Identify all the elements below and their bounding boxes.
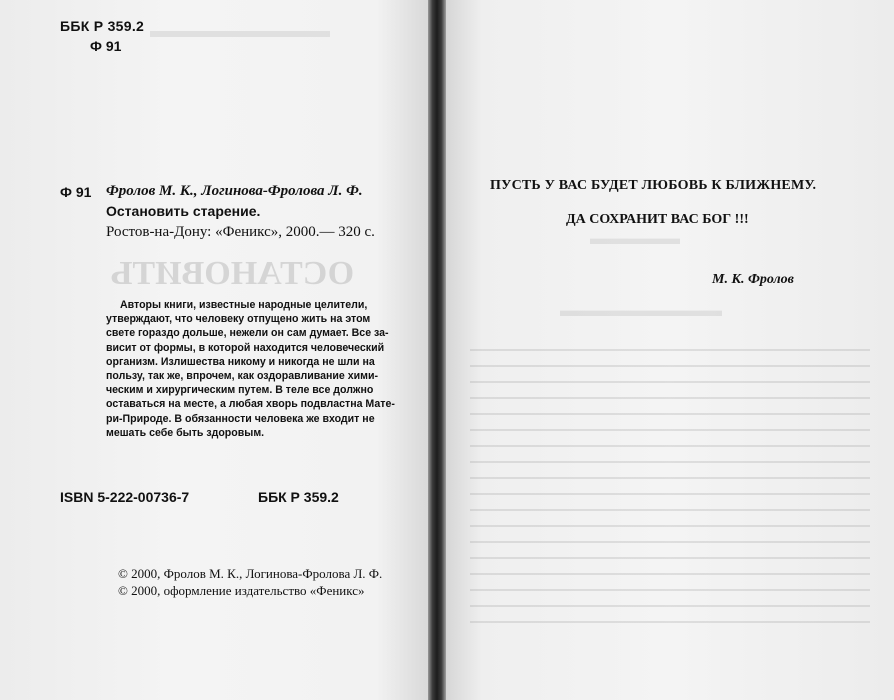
bleed-through-right-1: ▬▬▬▬▬ [590, 228, 680, 248]
book-gutter [428, 0, 446, 700]
copyright-publisher: © 2000, оформление издательство «Феникс» [118, 583, 365, 598]
abstract-line: висит от формы, в которой находится человеческий [106, 341, 385, 354]
bleed-through-right-2: ▬▬▬▬▬▬▬▬▬ [560, 300, 722, 320]
book-abstract [106, 298, 395, 440]
author-sign-top: Ф 91 [90, 38, 122, 54]
abstract-line: организм. Излишества никому и никогда не шли на [106, 355, 375, 368]
bleed-through-header: ▬▬▬▬▬▬▬▬▬ [150, 20, 330, 42]
abstract-line: ческим и хирургическим путем. В теле все должно [106, 384, 374, 397]
bbk-code-top: ББК Р 359.2 [60, 18, 145, 34]
abstract-line: Авторы книги, известные народные целители, [120, 299, 368, 311]
author-sign: Ф 91 [60, 184, 92, 200]
publication-imprint: Ростов-на-Дону: «Феникс», 2000.— 320 с. [106, 224, 375, 240]
bbk-code-bottom: ББК Р 359.2 [258, 489, 339, 505]
blessing-line: ДА СОХРАНИТ ВАС БОГ !!! [566, 212, 749, 227]
abstract-line: свете гораздо дольше, нежели он сам думает. Все за- [106, 327, 389, 340]
abstract-line: оставаться на месте, а любая хворь подвластна Мате- [106, 398, 395, 411]
abstract-line: утверждают, что человеку отпущено жить на этом [106, 313, 371, 326]
book-title: Остановить старение. [106, 203, 261, 219]
abstract-line: пользу, так же, впрочем, как оздоравливание хими- [106, 370, 379, 383]
dedication-line: ПУСТЬ У ВАС БУДЕТ ЛЮБОВЬ К БЛИЖНЕМУ. [490, 178, 817, 193]
bleed-through-title: ОСТАНОВИТЬ [110, 255, 355, 292]
bleed-through-body [470, 340, 870, 630]
abstract-line: мешать себе быть здоровым. [106, 426, 265, 439]
book-authors: Фролов М. К., Логинова-Фролова Л. Ф. [106, 183, 363, 199]
abstract-line: ри-Природе. В обязанности человека же входит не [106, 412, 375, 425]
author-signature: М. К. Фролов [712, 272, 794, 287]
copyright-authors: © 2000, Фролов М. К., Логинова-Фролова Л. Ф. [118, 566, 383, 581]
isbn-number: ISBN 5-222-00736-7 [60, 489, 190, 505]
